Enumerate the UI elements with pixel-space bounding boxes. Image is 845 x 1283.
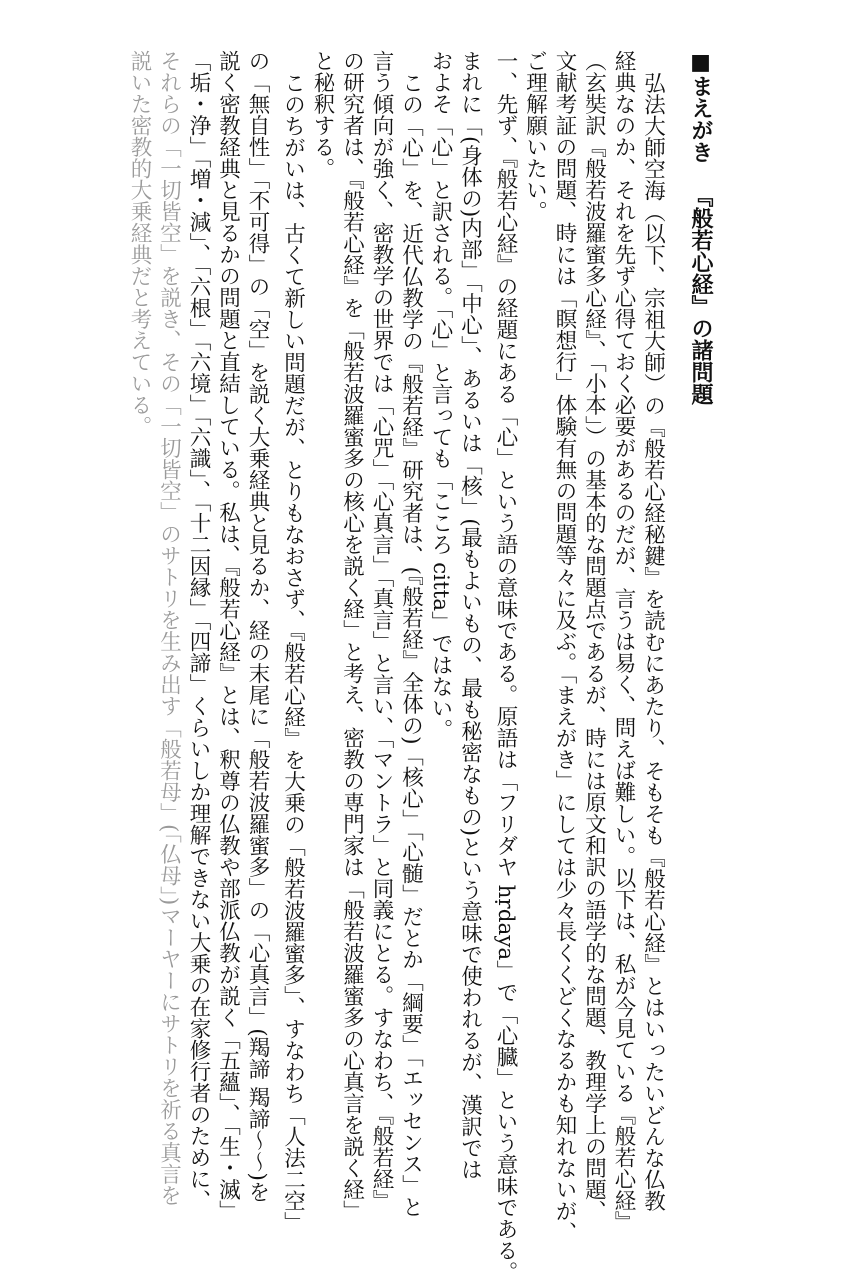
paragraph-line: 一、先ず、『般若心経』の経題にある「心」という語の意味である。原語は「フリダヤ hṛdaya」で「心臓」という意味である。 — [493, 50, 518, 1283]
paragraph-line: この「心」を、近代仏教学の『般若経』研究者は、(『般若経』全体の)「核心」「心髄」だとか「綱要」「エッセンス」と — [398, 71, 424, 1218]
paragraph-line: 説く密教経典と見るかの問題と直結している。私は、『般若心経』とは、釈尊の仏教や部派仏教が説く「五蘊」、「生・滅」 — [215, 50, 241, 1222]
paragraph-line: ご理解願いたい。 — [522, 50, 548, 222]
paragraph-line: 経典なのか、それを先ず心得ておく必要があるのだが、言うは易く、問えば難しい。以下は、私が今見ている『般若心経』 — [611, 50, 636, 1233]
paragraph-line: と秘釈する。 — [310, 50, 335, 179]
heading-title: まえがき — [688, 75, 713, 163]
paragraph-line: 弘法大師空海（以下、宗祖大師）の『般若心経秘鍵』を読むにあたり、そもそも『般若心経』とはいったいどんな仏教 — [640, 71, 666, 1211]
paragraph-line: このちがいは、古くて新しい問題だが、とりもなおさず、『般若心経』を大乗の「般若波羅蜜多」、すなわち「人法二空」 — [280, 71, 306, 1233]
paragraph-line: 言う傾向が強く、密教学の世界では「心咒」「心真言」「真言」と言い、「マントラ」と同義にとる。すなわち、『般若経』 — [369, 50, 394, 1211]
square-bullet-icon: ■ — [688, 50, 713, 75]
paragraph-line: 文献考証の問題、時には「瞑想行」体験有無の問題等々に及ぶ。「まえがき」にしては少々長くくどくなるかも知れないが、 — [552, 50, 577, 1244]
paragraph-line: まれに「(身体の)内部」「中心」、あるいは「核」(最もよいもの、最も秘密なもの)という意味で使われるが、漢訳では — [457, 50, 483, 1181]
vertical-text-body — [125, 50, 716, 1283]
paragraph-line: 説いた密教的大乗経典だと考えている。 — [127, 50, 152, 437]
paragraph-line: 「垢・浄」「増・減」、「六根」「六境」「六識」、「十二因縁」「四諦」くらいしか理解できない大乗の在家修行者のために、 — [186, 50, 211, 1211]
paragraph-line: それらの「一切皆空」を説き、その「一切皆空」のサトリを生み出す「般若母」(「仏母」)マーヤーにサトリを祈る真言を — [156, 50, 182, 1207]
paragraph-line: およそ「心」と訳される。「心」と言っても「こころ citta」ではない。 — [428, 50, 453, 741]
heading-subtitle: 『般若心経』の諸問題 — [688, 185, 713, 405]
paragraph-line: の「無自性」「不可得」の「空」を説く大乗経典と見るか、経の末尾に「般若波羅蜜多」の「心真言」(羯諦 羯諦〜〜)を — [245, 50, 270, 1203]
paragraph-line: の研究者は、『般若心経』を「般若波羅蜜多の核心を説く経」と考え、密教の専門家は「般若波羅蜜多の心真言を説く経」 — [339, 50, 365, 1222]
section-heading — [686, 50, 716, 1000]
paragraph-line: （玄奘訳『般若波羅蜜多心経』、「小本」）の基本的な問題点であるが、時には原文和訳の語学的な問題、教理学上の問題、 — [581, 50, 607, 1222]
